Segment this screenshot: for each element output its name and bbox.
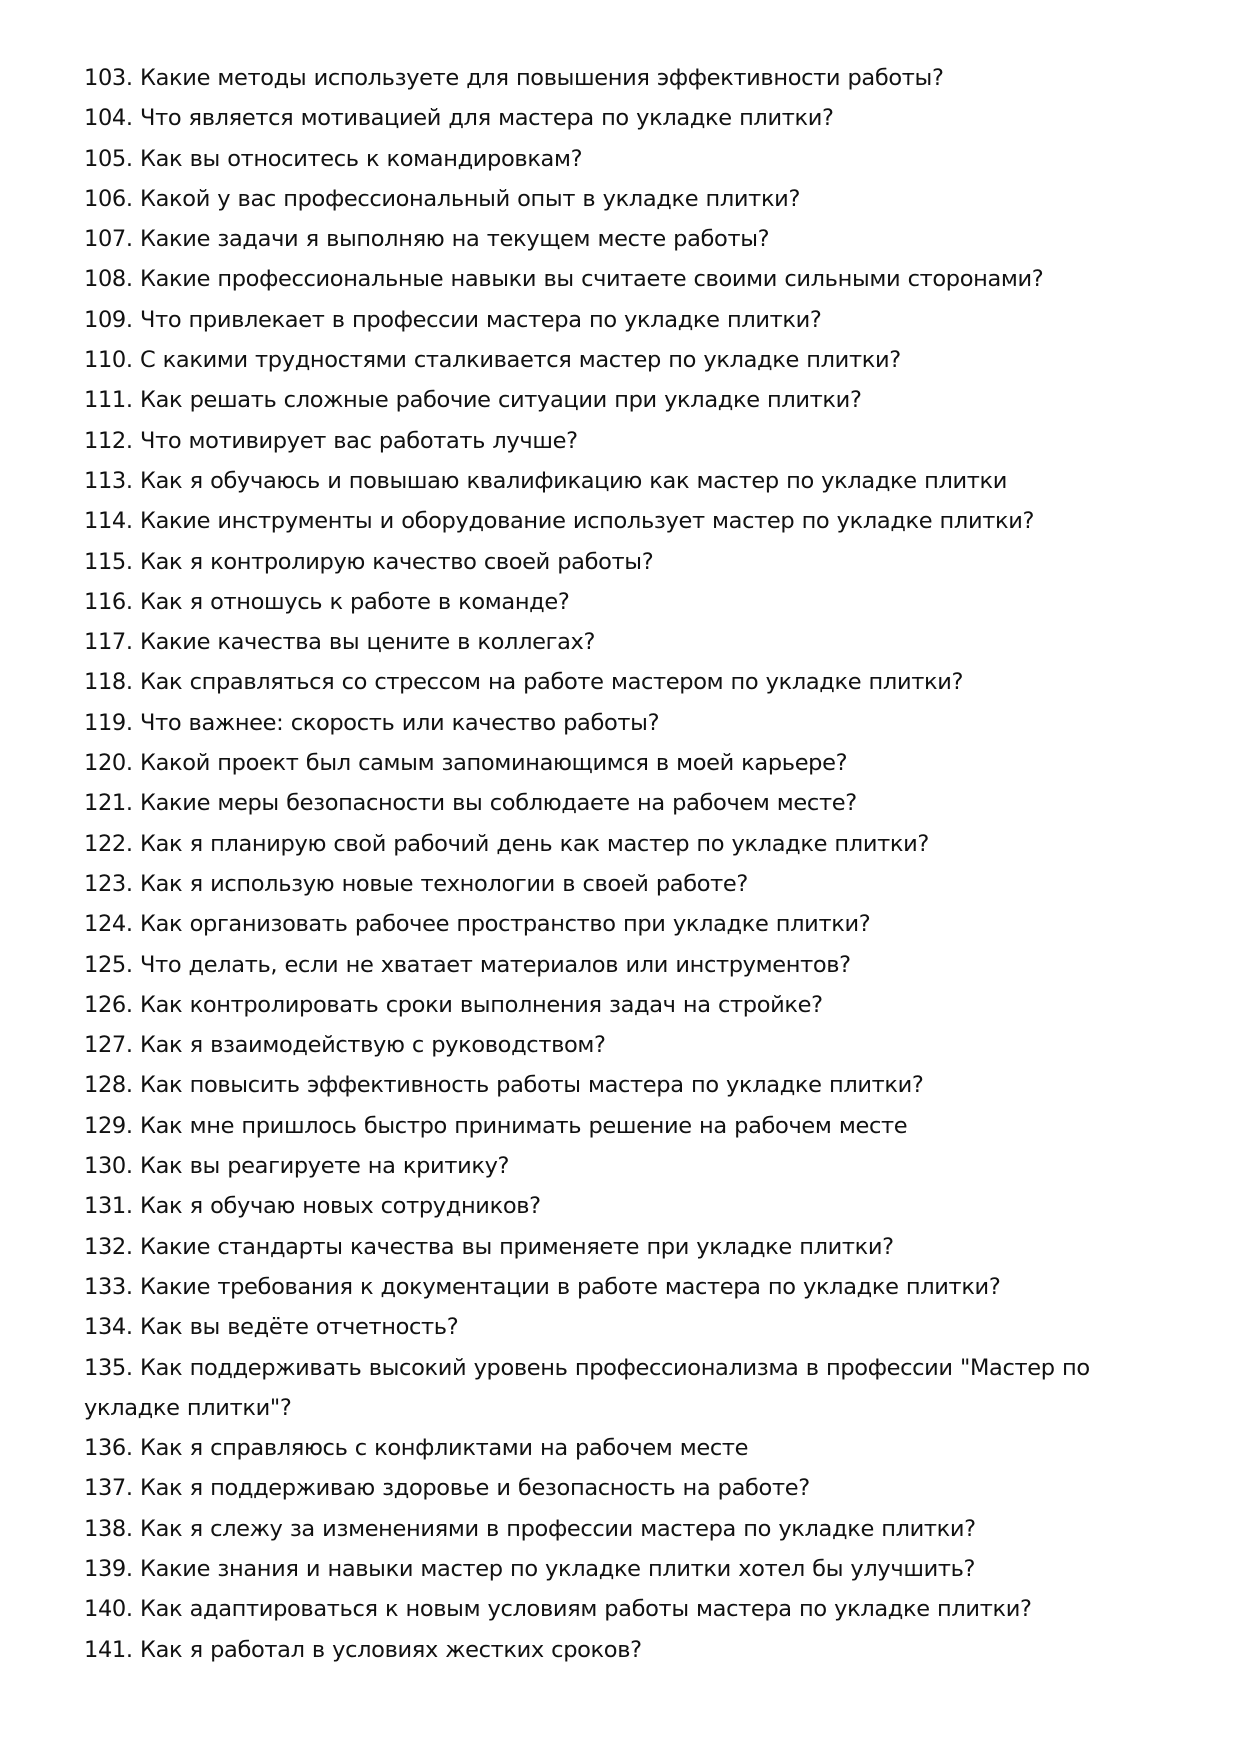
list-item: 121. Какие меры безопасности вы соблюдаете на рабочем месте? bbox=[84, 790, 857, 817]
list-item: 140. Как адаптироваться к новым условиям работы мастера по укладке плитки? bbox=[84, 1596, 1032, 1623]
list-item: 112. Что мотивирует вас работать лучше? bbox=[84, 427, 578, 454]
list-item: 137. Как я поддерживаю здоровье и безопасность на работе? bbox=[84, 1475, 810, 1502]
list-item: 119. Что важнее: скорость или качество работы? bbox=[84, 709, 660, 736]
list-item: 138. Как я слежу за изменениями в профессии мастера по укладке плитки? bbox=[84, 1515, 976, 1542]
list-item: 124. Как организовать рабочее пространство при укладке плитки? bbox=[84, 911, 871, 938]
list-item: 117. Какие качества вы цените в коллегах? bbox=[84, 629, 596, 656]
list-item: 115. Как я контролирую качество своей работы? bbox=[84, 548, 654, 575]
list-item: 128. Как повысить эффективность работы мастера по укладке плитки? bbox=[84, 1072, 924, 1099]
list-item: 108. Какие профессиональные навыки вы считаете своими сильными сторонами? bbox=[84, 266, 1044, 293]
list-item: 131. Как я обучаю новых сотрудников? bbox=[84, 1193, 541, 1220]
list-item: 118. Как справляться со стрессом на работе мастером по укладке плитки? bbox=[84, 669, 964, 696]
question-list bbox=[84, 58, 1164, 1670]
list-item: 136. Как я справляюсь с конфликтами на рабочем месте bbox=[84, 1435, 749, 1462]
list-item: 141. Как я работал в условиях жестких сроков? bbox=[84, 1636, 642, 1663]
list-item: 133. Какие требования к документации в работе мастера по укладке плитки? bbox=[84, 1273, 1001, 1300]
list-item: 139. Какие знания и навыки мастер по укладке плитки хотел бы улучшить? bbox=[84, 1555, 976, 1582]
list-item: 126. Как контролировать сроки выполнения задач на стройке? bbox=[84, 991, 823, 1018]
list-item: 123. Как я использую новые технологии в своей работе? bbox=[84, 870, 749, 897]
list-item: 111. Как решать сложные рабочие ситуации при укладке плитки? bbox=[84, 387, 862, 414]
list-item: 114. Какие инструменты и оборудование использует мастер по укладке плитки? bbox=[84, 508, 1035, 535]
list-item: 130. Как вы реагируете на критику? bbox=[84, 1153, 510, 1180]
list-item: 129. Как мне пришлось быстро принимать решение на рабочем месте bbox=[84, 1112, 908, 1139]
list-item: 109. Что привлекает в профессии мастера по укладке плитки? bbox=[84, 306, 822, 333]
list-item: 107. Какие задачи я выполняю на текущем месте работы? bbox=[84, 226, 770, 253]
list-item: 113. Как я обучаюсь и повышаю квалификацию как мастер по укладке плитки bbox=[84, 467, 1008, 494]
list-item: 105. Как вы относитесь к командировкам? bbox=[84, 145, 583, 172]
list-item: 116. Как я отношусь к работе в команде? bbox=[84, 588, 570, 615]
list-item: 135. Как поддерживать высокий уровень профессионализма в профессии "Мастер по укладке плитки"? bbox=[84, 1354, 1090, 1421]
list-item: 104. Что является мотивацией для мастера по укладке плитки? bbox=[84, 105, 834, 132]
list-item: 103. Какие методы используете для повышения эффективности работы? bbox=[84, 65, 944, 91]
list-item: 125. Что делать, если не хватает материалов или инструментов? bbox=[84, 951, 851, 978]
list-item: 120. Какой проект был самым запоминающимся в моей карьере? bbox=[84, 750, 848, 777]
list-item: 110. С какими трудностями сталкивается мастер по укладке плитки? bbox=[84, 347, 901, 374]
list-item: 132. Какие стандарты качества вы применяете при укладке плитки? bbox=[84, 1233, 894, 1260]
list-item: 127. Как я взаимодействую с руководством? bbox=[84, 1032, 606, 1059]
list-item: 134. Как вы ведёте отчетность? bbox=[84, 1314, 459, 1341]
list-item: 106. Какой у вас профессиональный опыт в укладке плитки? bbox=[84, 185, 801, 212]
document-page bbox=[84, 58, 1164, 1670]
list-item: 122. Как я планирую свой рабочий день как мастер по укладке плитки? bbox=[84, 830, 929, 857]
